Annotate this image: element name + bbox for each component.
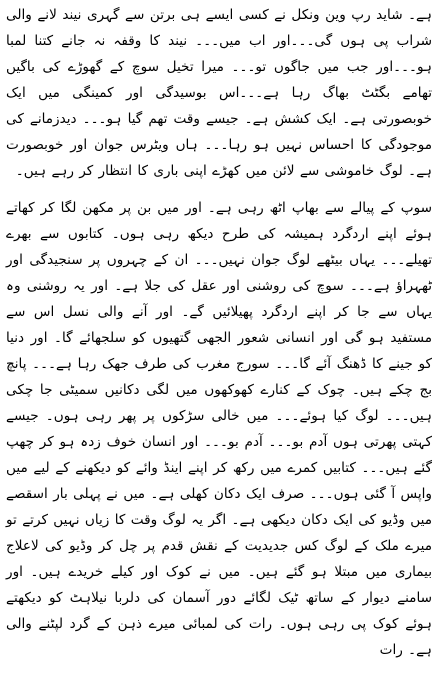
paragraph-2: سوپ کے پیالے سے بھاپ اٹھ رہی ہے۔ اور میں بن پر مکھن لگا کر کھاتے ہوئے اپنے اردگرد ہمیشہ کی طرح دیکھ رہی ہوں۔ کتابوں سے بھرے تھیلے۔۔۔ یہاں بیٹھے لوگ جوان نہیں۔۔۔ ان کے چہروں پر سنجیدگی اور ٹھہراؤ ہے۔۔۔ سوچ کی روشنی اور عقل کی جلا ہے۔ اور یہ روشنی وہ یہاں سے جا کر اپنے اردگرد پھیلائیں گے۔ اور آنے والی نسل اس سے مستفید ہو گی اور انسانی شعور الجھی گتھیوں کو سلجھائے گا۔ اور دنیا کو جینے کا ڈھنگ آئے گا۔۔۔ سورج مغرب کی طرف جھک رہا ہے۔۔۔ پانچ بج چکے ہیں۔ چوک کے کنارے کھوکھوں میں لگی دکانیں سمیٹی جا چکی ہیں۔۔۔ لوگ کیا ہوئے۔۔۔ میں خالی سڑکوں پر پھر رہی ہوں۔ جیسے کہتی پھرتی ہوں آدم بو۔۔۔ آدم بو۔۔۔ اور انسان خوف زدہ ہو کر چھپ گئے ہیں۔۔۔ کتابیں کمرے میں رکھ کر اپنے اینڈ وائے کو دیکھنے کے لیے میں واپس آ گئی ہوں۔۔۔ صرف ایک دکان کھلی ہے۔ میں نے پہلی بار اسقصے میں وڈیو کی ایک دکان دیکھی ہے۔ اگر یہ لوگ وقت کا زیاں نہیں کرتے تو میرے ملک کے لوگ کس جدیدیت کے نقش قدم پر چل کر وڈیو کی لاعلاج بیماری میں مبتلا ہو گئے ہیں۔ میں نے کوک اور کیلے خریدے ہیں۔ اور سامنے دیوار کے ساتھ ٹیک لگائے دور آسمان کی دلربا نیلاہٹ کو دیکھتے ہوئے کوک پی رہی ہوں۔ رات کی لمبائی میرے ذہن کے گرد لپٹنے والی ہے۔ رات: [6, 200, 432, 658]
paragraph-1: ہے۔ شاید رپ وین ونکل نے کسی ایسے ہی برتن سے گہری نیند لانے والی شراب پی ہوں گی۔۔۔اور اب میں۔۔۔ نیند کا وقفہ نہ جانے کتنا لمبا ہو۔۔۔اور جب میں جاگوں تو۔۔۔ میرا تخیل سوچ کے گھوڑے کی باگیں تھامے بگٹٹ بھاگ رہا ہے۔۔۔اس بوسیدگی اور کمینگی میں ایک خوبصورتی ہے۔ ایک کشش ہے۔ جیسے وقت تھم گیا ہو۔۔۔ دیدزمانے کی موجودگی کا احساس نہیں ہو رہا۔۔۔ ہاں ویٹرس جوان اور خوبصورت ہے۔ لوگ خاموشی سے لائن میں کھڑے اپنی باری کا انتظار کر رہے ہیں۔: [6, 7, 432, 179]
